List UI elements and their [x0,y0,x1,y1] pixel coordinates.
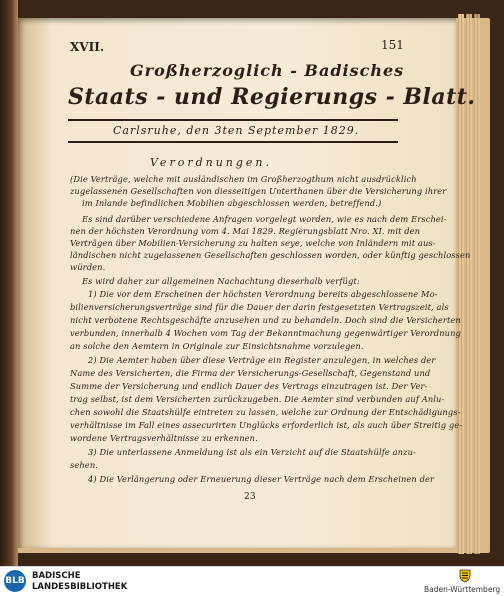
text-line: 1) Die vor dem Erscheinen der höchsten Verordnung bereits abgeschlossene Mo- [88,289,438,299]
text-line: wordene Vertragsverhältnisse zu erkennen. [70,433,258,443]
text-line: Name des Versicherten, die Firma der Versicherungs-Gesellschaft, Gegenstand und [70,368,431,378]
text-line: ländischen nicht zugelassenen Gesellschaften geschlossen worden, oder künftig geschlossen [70,250,471,260]
page-number: 151 [381,38,404,52]
book-spine [0,0,18,566]
section-number: XVII. [70,40,105,54]
text-line: zugelassenen Gesellschaften von diesseitigen Unterthanen über die Versicherung ihrer [70,186,447,196]
date-line: Carlsruhe, den 3ten September 1829. [113,124,360,137]
text-line: Es sind darüber verschiedene Anfragen vorgelegt worden, wie es nach dem Erschei- [82,214,447,224]
gazette-title-line1: Großherzoglich - Badisches [130,61,405,80]
text-line: Es wird daher zur allgemeinen Nachachtung dieserhalb verfügt: [82,276,360,286]
signature-mark: 23 [244,492,256,502]
text-line: 2) Die Aemter haben über diese Verträge ein Register anzulegen, in welches der [88,355,436,365]
text-line: 3) Die unterlassene Anmeldung ist als ein Verzicht auf die Staatshülfe anzu- [88,447,416,457]
section-heading: Verordnungen. [150,156,273,169]
gazette-title-line2: Staats - und Regierungs - Blatt. [68,84,476,110]
text-line: Summe der Versicherung und endlich Dauer des Vertrags einzutragen ist. Der Ver- [70,381,428,391]
text-line: an solche den Aemtern in Originale zur Einsichtsnahme vorzulegen. [70,341,364,351]
text-line: 4) Die Verlängerung oder Erneuerung dieser Verträge nach dem Erscheinen der [88,474,435,484]
state-label: Baden-Württemberg [424,585,501,594]
text-line: bilienversicherungsverträge sind für die Dauer der darin festgesetzten Vertragszeit, als [70,302,449,312]
text-line: nen der höchsten Verordnung vom 4. Mai 1829. Regierungsblatt Nro. XI. mit den [70,226,421,236]
text-line: chen sowohl die Staatshülfe eintreten zu lassen, welche zur Ordnung der Entschädigungs- [70,407,461,417]
text-line: würden. [70,262,106,272]
text-line: Verträgen über Mobilien-Versicherung zu halten seye, welche von Inländern mit aus- [70,238,436,248]
text-line: im Inlande befindlichen Mobilien abgeschlossen werden, betreffend.) [82,198,382,208]
document-page [18,18,476,548]
title-rule [68,119,398,121]
text-line: verbunden, innerhalb 4 Wochen vom Tag der Bekanntmachung gegenwärtiger Verordnung [70,328,461,338]
viewer-footer [0,566,504,596]
date-rule [68,141,398,143]
text-line: sehen. [70,460,99,470]
library-logo[interactable]: BLB [4,570,26,592]
text-line: verhältnisse im Fall eines assecurirten Unglücks erforderlich ist, als auch über Streitig ge- [70,420,463,430]
state-crest-icon [458,569,472,583]
text-line: trag selbst, ist dem Versicherten zurückzugeben. Die Aemter sind verbunden auf Anlu- [70,394,445,404]
library-name-line2[interactable]: LANDESBIBLIOTHEK [32,582,128,592]
text-line: (Die Verträge, welche mit ausländischen im Großherzogthum nicht ausdrücklich [70,174,417,184]
text-line: nicht verbotene Rechtsgeschäfte anzusehen und zu behandeln. Doch sind die Versicherten [70,315,461,325]
library-name-line1[interactable]: BADISCHE [32,571,81,581]
